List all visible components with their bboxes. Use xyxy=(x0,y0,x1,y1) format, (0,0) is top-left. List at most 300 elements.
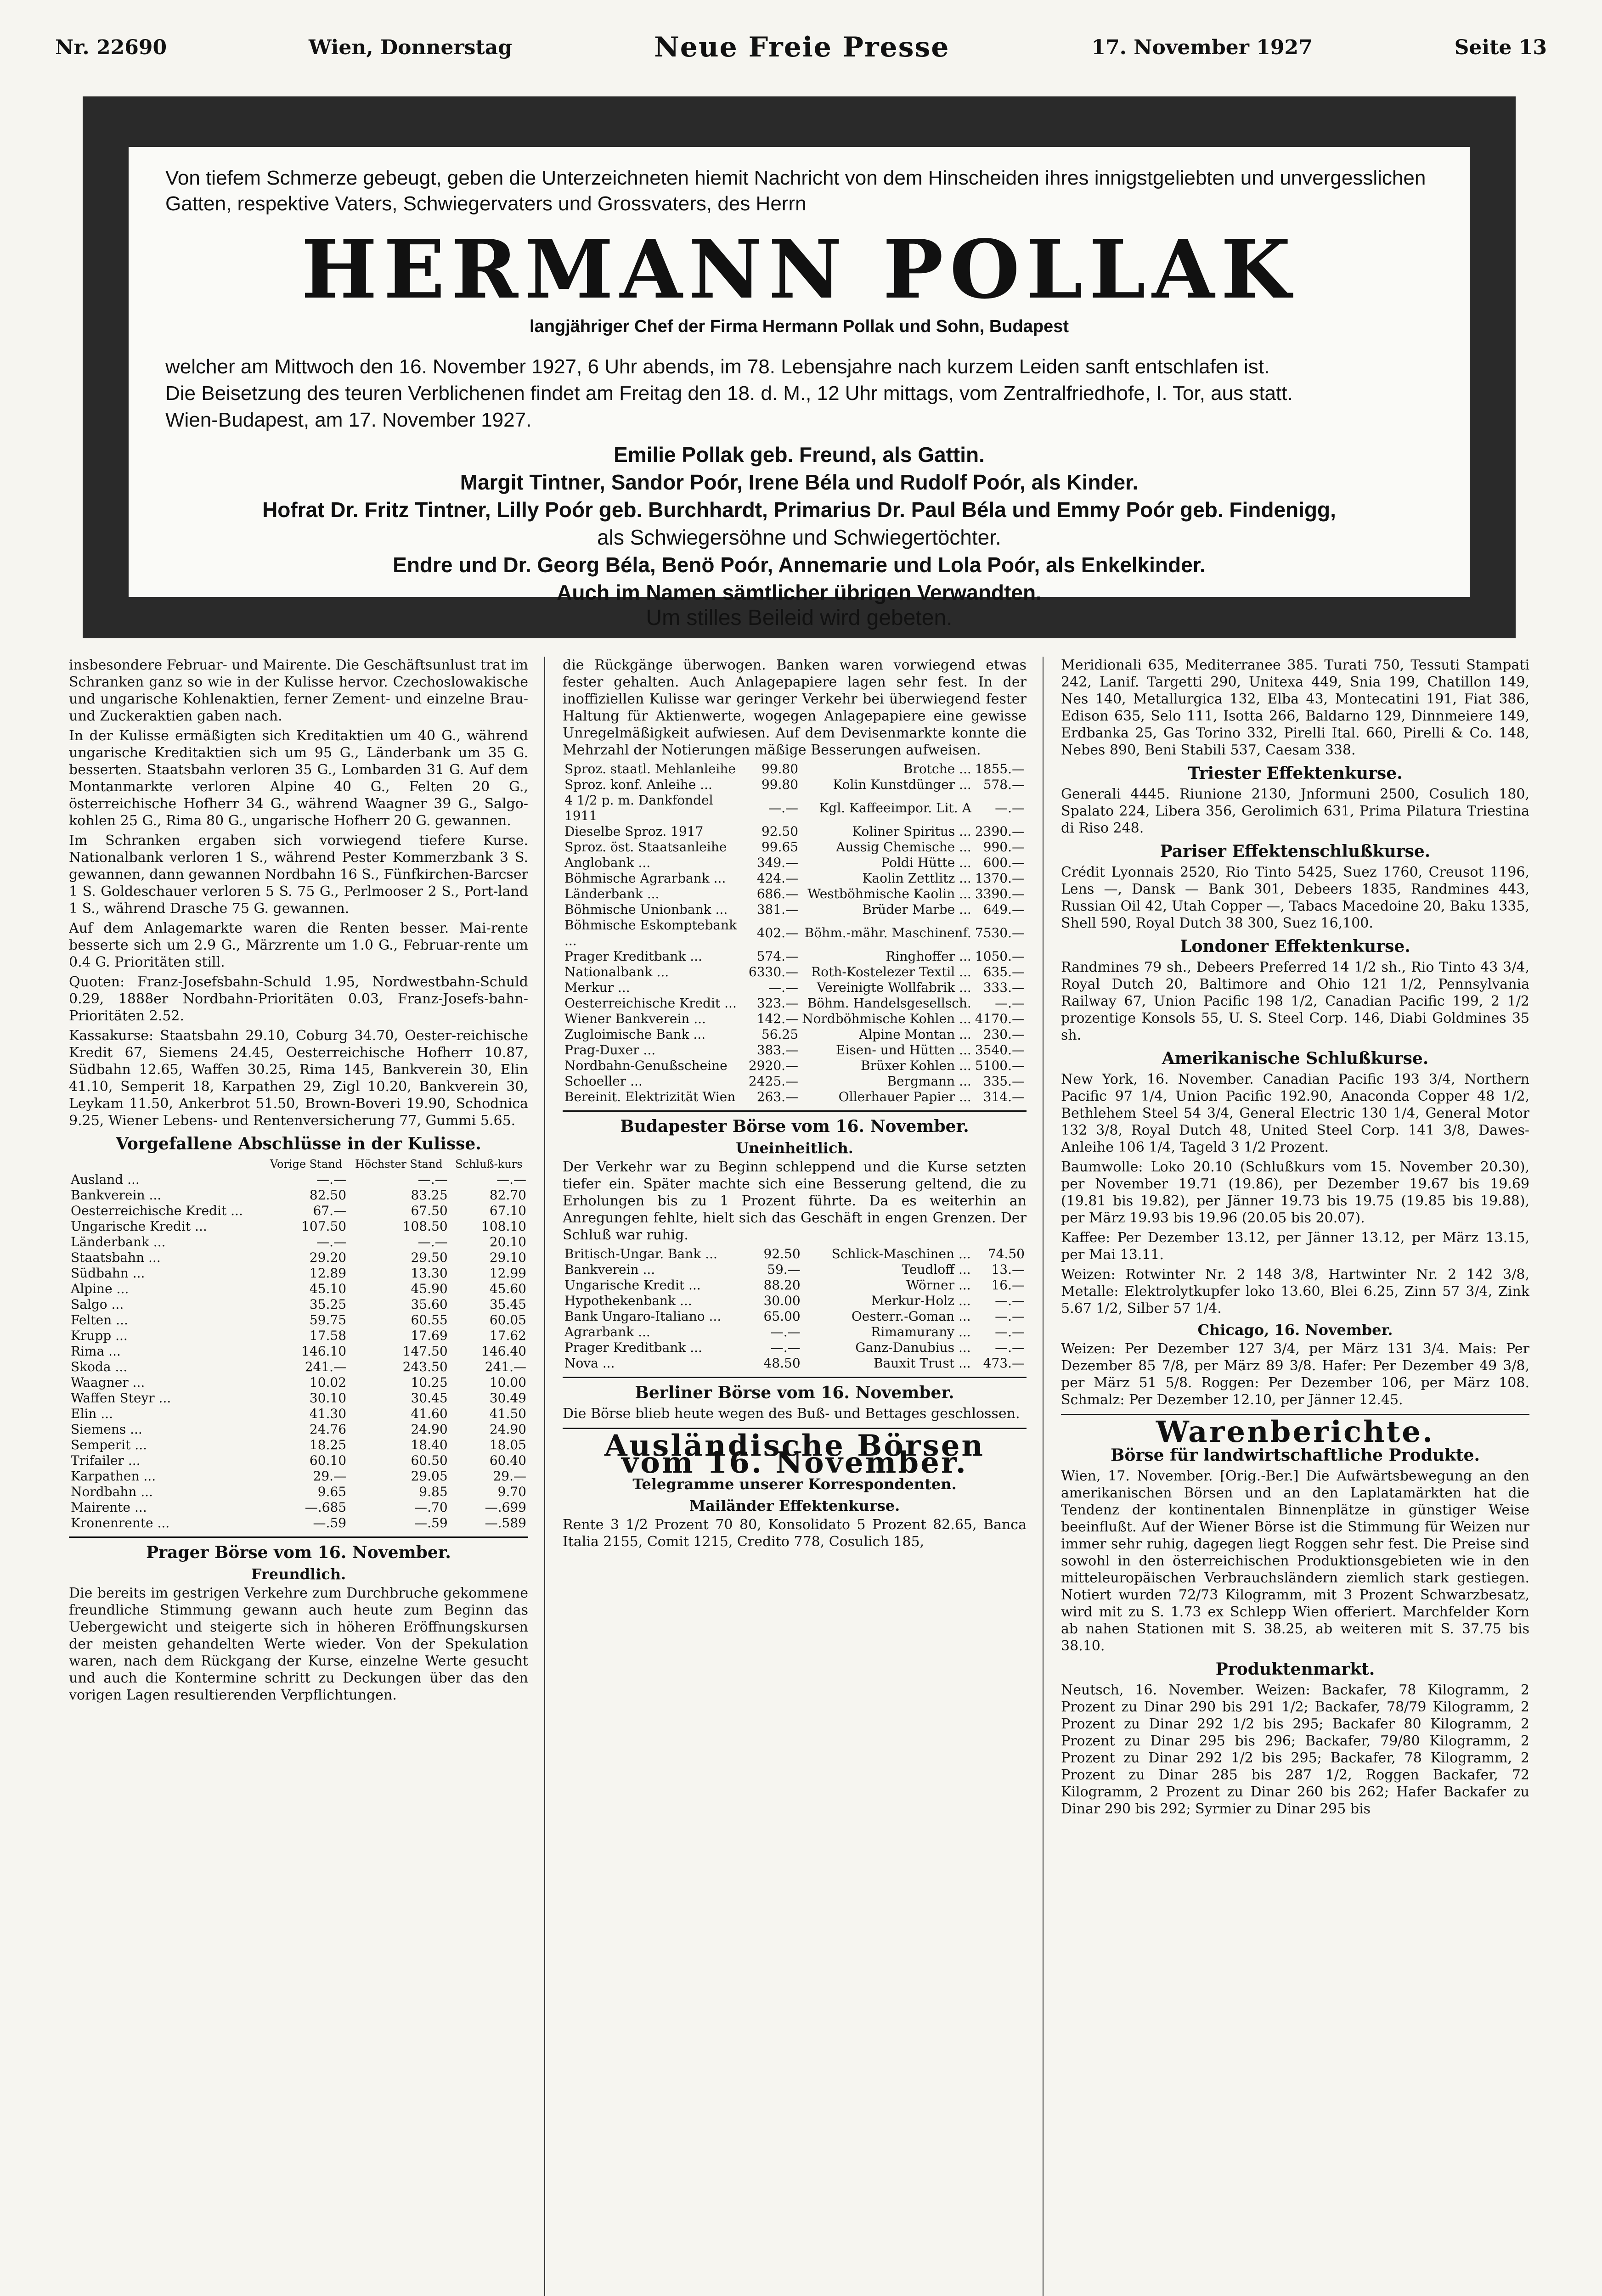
paragraph: Auf dem Anlagemarkte waren die Renten besser. Mai-rente besserte sich um 2.9 G., Märzrente um 1.0 G., Februar-rente um 0.4 G. Prioritäten still. xyxy=(69,920,528,970)
table-cell: 45.10 xyxy=(309,1281,347,1296)
table-cell: 29.50 xyxy=(411,1250,448,1265)
table-cell: Salgo ... xyxy=(71,1297,124,1312)
table-cell: 24.90 xyxy=(411,1422,448,1437)
table-cell: Nova ... xyxy=(564,1356,615,1371)
table-cell: 35.25 xyxy=(309,1297,347,1312)
table-cell: 2920.— xyxy=(748,1058,799,1073)
family-line: als Schwiegersöhne und Schwiegertöchter. xyxy=(597,525,1001,549)
table-row xyxy=(69,1375,528,1390)
obituary-notice xyxy=(83,96,1516,638)
paragraph: Neutsch, 16. November. Weizen: Backafer, 78 Kilogramm, 2 Prozent zu Dinar 290 bis 291 1/2; Backafer, 78/79 Kilogramm, 2 Prozent zu Dinar 292 1/2 bis 295; Backafer 80 Kilogramm, 2 Prozent zu Dinar 295 bis 296; Backafer, 79/80 Kilogramm, 2 Prozent zu Dinar 292 1/2 bis 295; Backafer, 78 Kilogramm, 2 Prozent zu Dinar 285 bis 287 1/2, Roggen Backafer, 72 Kilogramm, 2 Prozent zu Dinar 260 bis 262; Hafer Backafer zu Dinar 290 bis 292; Syrmier zu Dinar 295 bis xyxy=(1061,1682,1529,1817)
quote-table xyxy=(563,1246,1027,1371)
table-row xyxy=(563,964,1027,980)
table-cell: Prager Kreditbank ... xyxy=(564,1340,702,1355)
table-cell: Ringhoffer ... xyxy=(886,949,971,964)
table-cell: 10.02 xyxy=(309,1375,347,1390)
table-cell: 30.49 xyxy=(489,1390,526,1406)
table-cell: Kolin Kunstdünger ... xyxy=(833,777,971,792)
table-cell: Waagner ... xyxy=(71,1375,145,1390)
column-left xyxy=(69,657,528,2296)
table-cell: —.589 xyxy=(485,1515,526,1531)
table-cell: 333.— xyxy=(983,980,1025,995)
table-cell: 45.60 xyxy=(489,1281,526,1296)
table-cell: —.— xyxy=(995,800,1025,816)
table-cell: Ungarische Kredit ... xyxy=(71,1219,207,1234)
table-cell: —.— xyxy=(995,1309,1025,1324)
obituary-body xyxy=(165,354,1433,433)
table-cell: 686.— xyxy=(756,886,799,901)
table-row xyxy=(563,1340,1027,1356)
column-middle xyxy=(563,657,1027,2296)
table-cell: 649.— xyxy=(983,902,1025,917)
table-row xyxy=(563,1293,1027,1309)
section-subheading: Telegramme unserer Korrespondenten. xyxy=(632,1475,957,1493)
table-row xyxy=(563,1011,1027,1027)
table-cell: Britisch-Ungar. Bank ... xyxy=(564,1246,717,1261)
column-divider xyxy=(1043,657,1044,2296)
table-row xyxy=(69,1297,528,1312)
table-cell: Bergmann ... xyxy=(887,1074,971,1089)
table-cell: 147.50 xyxy=(402,1344,448,1359)
table-cell: 92.50 xyxy=(761,824,799,839)
table-row xyxy=(563,949,1027,964)
table-row xyxy=(563,855,1027,871)
table-cell: 17.62 xyxy=(489,1328,526,1343)
table-cell: 9.85 xyxy=(419,1484,448,1499)
table-cell: 29.20 xyxy=(309,1250,347,1265)
table-cell: Wörner ... xyxy=(906,1277,971,1293)
table-cell: Nordböhmische Kohlen ... xyxy=(802,1011,971,1026)
table-cell: Merkur ... xyxy=(564,980,630,995)
divider xyxy=(563,1377,1027,1378)
table-cell: Prag-Duxer ... xyxy=(564,1042,656,1058)
family-line: Emilie Pollak geb. Freund, als Gattin. xyxy=(614,443,985,467)
table-cell: —.— xyxy=(770,1324,801,1339)
section-heading: Londoner Effektenkurse. xyxy=(1180,937,1410,956)
table-cell: 65.00 xyxy=(763,1309,801,1324)
table-cell: Ausland ... xyxy=(71,1172,140,1187)
table-row xyxy=(563,824,1027,839)
table-cell: 574.— xyxy=(756,949,799,964)
section-title: Ausländische Börsen vom 16. November. xyxy=(604,1429,985,1480)
table-row xyxy=(69,1312,528,1328)
column-header: Schluß-kurs xyxy=(455,1158,523,1171)
table-cell: Schlick-Maschinen ... xyxy=(831,1246,971,1261)
table-cell: 578.— xyxy=(983,777,1025,792)
table-header-row xyxy=(69,1156,528,1172)
table-cell: —.70 xyxy=(414,1500,448,1515)
table-cell: Koliner Spiritus ... xyxy=(852,824,971,839)
table-cell: —.— xyxy=(995,996,1025,1011)
section-heading: Vorgefallene Abschlüsse in der Kulisse. xyxy=(116,1134,481,1154)
table-cell: 60.55 xyxy=(411,1312,448,1328)
table-row xyxy=(69,1500,528,1515)
table-cell: —.— xyxy=(417,1172,448,1187)
table-cell: Sproz. öst. Staatsanleihe xyxy=(564,839,727,855)
table-cell: 99.65 xyxy=(761,839,799,855)
table-cell: Agrarbank ... xyxy=(564,1324,650,1339)
issue-date: 17. November 1927 xyxy=(1091,35,1313,59)
table-cell: 10.00 xyxy=(489,1375,526,1390)
table-cell: —.— xyxy=(316,1234,347,1249)
table-cell: —.— xyxy=(995,1340,1025,1355)
table-row xyxy=(69,1484,528,1500)
table-cell: 35.45 xyxy=(489,1297,526,1312)
table-cell: 29.10 xyxy=(489,1250,526,1265)
table-cell: 67.50 xyxy=(411,1203,448,1218)
table-cell: 67.10 xyxy=(489,1203,526,1218)
table-cell: 24.90 xyxy=(489,1422,526,1437)
table-row xyxy=(563,1058,1027,1074)
newspaper-title: Neue Freie Presse xyxy=(654,31,950,63)
divider xyxy=(563,1110,1027,1112)
table-cell: 59.— xyxy=(767,1262,801,1277)
table-cell: 424.— xyxy=(756,871,799,886)
table-row xyxy=(563,980,1027,996)
paragraph: Der Verkehr war zu Beginn schleppend und die Kurse setzten tiefer ein. Später machte sich eine Besserung geltend, die zu Erholungen bis zu 1 Prozent führte. Da es weiterhin an Anregungen fehlte, hielt sich das Geschäft in engen Grenzen. Der Schluß war ruhig. xyxy=(563,1159,1027,1243)
table-cell: 349.— xyxy=(756,855,799,870)
section-subheading: Mailänder Effektenkurse. xyxy=(689,1497,900,1514)
paragraph: Die bereits im gestrigen Verkehre zum Durchbruche gekommene freundliche Stimmung gewann auch heute zum Beginn das Uebergewicht und steigerte sich in höheren Eröffnungskursen der meisten gehandelten Werte wieder. Von der Spekulation waren, nach dem Rückgang der Kurse, einzelne Werte gesucht und auch die Kontermine schritt zu Deckungen über das den vorigen Lagen resultierenden Verpflichtungen. xyxy=(69,1585,528,1703)
table-cell: —.59 xyxy=(414,1515,448,1531)
section-subheading: Chicago, 16. November. xyxy=(1197,1321,1393,1339)
table-row xyxy=(563,1089,1027,1105)
table-cell: Prager Kreditbank ... xyxy=(564,949,702,964)
table-row xyxy=(69,1203,528,1219)
table-row xyxy=(69,1437,528,1453)
table-cell: Wiener Bankverein ... xyxy=(564,1011,706,1026)
deceased-title: langjähriger Chef der Firma Hermann Pollak und Sohn, Budapest xyxy=(530,317,1069,336)
section-heading: Amerikanische Schlußkurse. xyxy=(1162,1049,1429,1068)
table-cell: Alpine Montan ... xyxy=(859,1027,971,1042)
table-cell: 13.— xyxy=(991,1262,1025,1277)
table-cell: Elin ... xyxy=(71,1406,113,1421)
table-cell: 41.60 xyxy=(411,1406,448,1421)
table-cell: Alpine ... xyxy=(71,1281,129,1296)
table-cell: 10.25 xyxy=(411,1375,448,1390)
table-row xyxy=(563,761,1027,777)
table-row xyxy=(563,871,1027,886)
table-cell: Böhmische Eskomptebank ... xyxy=(564,917,737,948)
table-cell: Brüxer Kohlen ... xyxy=(860,1058,971,1073)
table-cell: Zugloimische Bank ... xyxy=(564,1027,706,1042)
table-cell: Kronenrente ... xyxy=(71,1515,170,1531)
table-cell: 1855.— xyxy=(975,761,1025,777)
table-cell: 3390.— xyxy=(975,886,1025,901)
section-heading: Berliner Börse vom 16. November. xyxy=(635,1383,954,1402)
table-cell: 383.— xyxy=(756,1042,799,1058)
table-row xyxy=(69,1422,528,1437)
table-cell: 18.05 xyxy=(489,1437,526,1452)
table-cell: 82.70 xyxy=(489,1187,526,1203)
table-row xyxy=(69,1234,528,1250)
table-cell: —.59 xyxy=(313,1515,347,1531)
divider xyxy=(69,1536,528,1538)
table-cell: Aussig Chemische ... xyxy=(836,839,971,855)
table-cell: 56.25 xyxy=(761,1027,799,1042)
column-header: Vorige Stand xyxy=(270,1158,343,1171)
table-cell: 29.— xyxy=(313,1469,347,1484)
column-header: Höchster Stand xyxy=(355,1158,443,1171)
table-cell: Böhmische Agrarbank ... xyxy=(564,871,726,886)
paragraph: Kassakurse: Staatsbahn 29.10, Coburg 34.70, Oester-reichische Kredit 67, Siemens 24.45, Oesterreichische Hofherr 10.87, Südbahn 12.65, Waffen 30.25, Rima 145, Bankverein 30, Elin 41.10, Semperit 18, Karpathen 29, Zigl 10.20, Bankverein 30, Leykam 11.50, Ankerbrot 51.50, Brown-Boveri 19.90, Schodnica 9.25, Wiener Lebens- und Rentenversicherung 77, Gummi 5.65. xyxy=(69,1028,528,1129)
table-cell: —.699 xyxy=(485,1500,526,1515)
table-cell: Oesterreichische Kredit ... xyxy=(564,996,737,1011)
paragraph: New York, 16. November. Canadian Pacific 193 3/4, Northern Pacific 97 1/4, Union Pacific 192.90, Anaconda Copper 48 1/2, Bethlehem Steel 54 3/4, General Electric 130 1/4, General Motor 132 3/8, Royal Dutch 48, United Steel Corp. 141 3/8, Dawes-Anleihe 106 1/4, Tageld 3 1/2 Prozent. xyxy=(1061,1071,1529,1155)
obituary-line: Die Beisetzung des teuren Verblichenen findet am Freitag den 18. d. M., 12 Uhr mittags, vom Zentralfriedhofe, I. Tor, aus statt. xyxy=(165,382,1293,405)
paragraph: Rente 3 1/2 Prozent 70 80, Konsolidato 5 Prozent 82.65, Banca Italia 2155, Comit 1215, Credito 778, Cosulich 185, xyxy=(563,1517,1027,1550)
table-cell: 4170.— xyxy=(975,1011,1025,1026)
table-row xyxy=(69,1187,528,1203)
table-cell: 29.05 xyxy=(411,1469,448,1484)
paragraph: Die Börse blieb heute wegen des Buß- und Bettages geschlossen. xyxy=(563,1406,1020,1422)
table-cell: 2425.— xyxy=(748,1074,799,1089)
table-row xyxy=(69,1390,528,1406)
table-cell: 99.80 xyxy=(761,761,799,777)
table-cell: 402.— xyxy=(756,925,799,940)
table-cell: 18.40 xyxy=(411,1437,448,1452)
family-line: Hofrat Dr. Fritz Tintner, Lilly Poór geb. Burchhardt, Primarius Dr. Paul Béla und Emmy Poór geb. Findenigg, xyxy=(262,498,1336,522)
table-cell: —.— xyxy=(768,800,799,816)
section-heading: Börse für landwirtschaftliche Produkte. xyxy=(1111,1446,1480,1465)
table-cell: Länderbank ... xyxy=(71,1234,166,1249)
table-row xyxy=(563,793,1027,824)
table-cell: Merkur-Holz ... xyxy=(871,1293,971,1308)
table-cell: Teudloff ... xyxy=(902,1262,971,1277)
table-cell: Brüder Marbe ... xyxy=(862,902,971,917)
table-cell: 41.50 xyxy=(489,1406,526,1421)
table-cell: 241.— xyxy=(485,1359,526,1374)
obituary-line: welcher am Mittwoch den 16. November 1927, 6 Uhr abends, im 78. Lebensjahre nach kurzem Leiden sanft entschlafen ist. xyxy=(165,355,1270,378)
family-line: Auch im Namen sämtlicher übrigen Verwandten. xyxy=(557,580,1042,604)
table-cell: Skoda ... xyxy=(71,1359,128,1374)
masthead-place: Wien, Donnerstag xyxy=(309,35,513,59)
table-cell: 5100.— xyxy=(975,1058,1025,1073)
table-row xyxy=(69,1266,528,1281)
table-cell: Nationalbank ... xyxy=(564,964,669,979)
section-title: Warenberichte. xyxy=(1156,1415,1435,1449)
table-cell: Ganz-Danubius ... xyxy=(855,1340,971,1355)
table-cell: 1370.— xyxy=(975,871,1025,886)
section-heading: Budapester Börse vom 16. November. xyxy=(620,1117,969,1136)
table-row xyxy=(69,1219,528,1234)
table-cell: Böhmische Unionbank ... xyxy=(564,902,728,917)
table-cell: Westböhmische Kaolin ... xyxy=(807,886,971,901)
table-cell: —.— xyxy=(496,1172,526,1187)
table-cell: Brotche ... xyxy=(903,761,971,777)
table-cell: 82.50 xyxy=(309,1187,347,1203)
section-heading: Triester Effektenkurse. xyxy=(1188,764,1403,783)
section-subheading: Freundlich. xyxy=(251,1565,346,1583)
table-cell: Trifailer ... xyxy=(71,1453,141,1468)
table-cell: 263.— xyxy=(756,1089,799,1104)
paragraph: Wien, 17. November. [Orig.-Ber.] Die Aufwärtsbewegung an den amerikanischen Börsen und an den Laplatamärkten hat die Tendenz der kontinentalen Binnenplätze in günstiger Weise beeinflußt. Auf der Wiener Börse ist die Stimmung für Weizen nur immer sehr ruhig, dagegen liegt Roggen sehr fest. Die Preise sind sowohl in den österreichischen Produktionsgebieten wie in den mitteleuropäischen Verbrauchsländern ziemlich stark gestiegen. Notiert wurden 72/73 Kilogramm, mit 3 Prozent Schwarzbesatz, wird mit zu S. 1.73 ex Schlepp Wien offeriert. Marchfelder Korn ab nahen Stationen mit S. 38.25, ab weiteren mit S. 37.75 bis 38.10. xyxy=(1061,1468,1529,1654)
table-cell: 473.— xyxy=(983,1356,1025,1371)
paragraph: Weizen: Per Dezember 127 3/4, per März 131 3/4. Mais: Per Dezember 85 7/8, per März 89 3/8. Hafer: Per Dezember 49 3/8, per März 51 5/8. Roggen: Per Dezember 106, per März 108. Schmalz: Per Dezember 12.10, per Jänner 12.45. xyxy=(1061,1341,1529,1408)
table-cell: 99.80 xyxy=(761,777,799,792)
table-cell: Bauxit Trust ... xyxy=(874,1356,971,1371)
quote-table xyxy=(563,761,1027,1105)
table-cell: Karpathen ... xyxy=(71,1469,156,1484)
table-row xyxy=(563,1277,1027,1293)
table-cell: Ungarische Kredit ... xyxy=(564,1277,701,1293)
table-cell: Vereinigte Wollfabrik ... xyxy=(817,980,971,995)
table-cell: Schoeller ... xyxy=(564,1074,643,1089)
table-cell: 41.30 xyxy=(309,1406,347,1421)
table-row xyxy=(563,839,1027,855)
table-cell: Krupp ... xyxy=(71,1328,128,1343)
table-cell: 6330.— xyxy=(748,964,799,979)
table-cell: Südbahn ... xyxy=(71,1266,145,1281)
table-row xyxy=(563,886,1027,902)
table-row xyxy=(563,777,1027,793)
obituary-intro: Von tiefem Schmerze gebeugt, geben die Unterzeichneten hiemit Nachricht von dem Hinscheiden ihres innigstgeliebten und unvergesslichen Gatten, respektive Vaters, Schwiegervaters und Grossvaters, des Herrn xyxy=(165,167,1426,215)
family-list xyxy=(129,441,1470,606)
table-cell: 20.10 xyxy=(489,1234,526,1249)
table-cell: 60.40 xyxy=(489,1453,526,1468)
table-cell: —.— xyxy=(770,1340,801,1355)
table-cell: Sproz. konf. Anleihe ... xyxy=(564,777,712,792)
table-cell: 17.58 xyxy=(309,1328,347,1343)
table-cell: —.685 xyxy=(305,1500,347,1515)
table-cell: Nordbahn-Genußscheine xyxy=(564,1058,728,1073)
table-cell: 88.20 xyxy=(763,1277,801,1293)
table-cell: —.— xyxy=(768,980,799,995)
table-cell: Sproz. staatl. Mehlanleihe xyxy=(564,761,736,777)
table-cell: 60.05 xyxy=(489,1312,526,1328)
table-cell: Hypothekenbank ... xyxy=(564,1293,692,1308)
table-cell: 4 1/2 p. m. Dankfondel 1911 xyxy=(564,793,713,823)
table-cell: 1050.— xyxy=(975,949,1025,964)
table-cell: —.— xyxy=(995,1293,1025,1308)
table-cell: Roth-Kostelezer Textil ... xyxy=(811,964,971,979)
table-cell: 83.25 xyxy=(411,1187,448,1203)
table-cell: 74.50 xyxy=(987,1246,1025,1261)
table-cell: 335.— xyxy=(983,1074,1025,1089)
table-cell: Felten ... xyxy=(71,1312,128,1328)
table-row xyxy=(563,1324,1027,1340)
masthead xyxy=(55,13,1547,82)
paragraph: Randmines 79 sh., Debeers Preferred 14 1/2 sh., Rio Tinto 43 3/4, Royal Dutch 20, Baltimore and Ohio 121 1/2, Pennsylvania Railway 67, Union Pacific 198 1/2, Canadian Pacific 199, 2 1/2 prozentige Konsols 55, U. S. Steel Corp. 146, Diabi Goldmines 35 sh. xyxy=(1061,959,1529,1043)
table-cell: Bankverein ... xyxy=(564,1262,655,1277)
table-cell: Länderbank ... xyxy=(564,886,660,901)
table-cell: 990.— xyxy=(983,839,1025,855)
table-cell: 108.10 xyxy=(481,1219,526,1234)
section-heading: Pariser Effektenschlußkurse. xyxy=(1160,842,1431,861)
table-cell: Eisen- und Hütten ... xyxy=(836,1042,971,1058)
obituary-inner xyxy=(129,147,1470,630)
table-cell: Böhm. Handelsgesellsch. xyxy=(807,996,971,1011)
table-cell: 9.65 xyxy=(317,1484,347,1499)
table-row xyxy=(563,917,1027,949)
table-cell: 60.50 xyxy=(411,1453,448,1468)
table-cell: 9.70 xyxy=(497,1484,526,1499)
table-cell: 60.10 xyxy=(309,1453,347,1468)
section-subheading: Uneinheitlich. xyxy=(736,1139,853,1157)
table-cell: 13.30 xyxy=(411,1266,448,1281)
table-cell: Bankverein ... xyxy=(71,1187,162,1203)
paragraph: Weizen: Rotwinter Nr. 2 148 3/8, Hartwinter Nr. 2 142 3/8, Metalle: Elektrolytkupfer loko 13.60, Blei 6.25, Zinn 57 3/4, Zink 5.67 1/2, Silber 57 1/4. xyxy=(1061,1266,1529,1317)
table-cell: Rima ... xyxy=(71,1344,121,1359)
table-cell: 67.— xyxy=(313,1203,347,1218)
issue-number: Nr. 22690 xyxy=(55,35,167,59)
paragraph: In der Kulisse ermäßigten sich Kreditaktien um 40 G., während ungarische Kreditaktien sich um 95 G., Länderbank um 35 G. besserten. Staatsbahn verloren 35 G., Lombarden 31 G. Auf dem Montanmarkte verloren Alpine 40 G., Felten 20 G., österreichische Hofherr 34 G., während Waagner 39 G., Salgo-kohlen 25 G., Rima 80 G., ungarische Hofherr 20 G. gewannen. xyxy=(69,728,528,829)
table-cell: 17.69 xyxy=(411,1328,448,1343)
table-cell: 2390.— xyxy=(975,824,1025,839)
table-cell: 24.76 xyxy=(309,1422,347,1437)
table-cell: 12.99 xyxy=(489,1266,526,1281)
table-row xyxy=(69,1344,528,1359)
table-cell: Nordbahn ... xyxy=(71,1484,153,1499)
table-cell: 12.89 xyxy=(309,1266,347,1281)
table-cell: 59.75 xyxy=(309,1312,347,1328)
page-number: Seite 13 xyxy=(1454,35,1547,59)
paragraph: die Rückgänge überwogen. Banken waren vorwiegend etwas fester gehalten. Auch Anlagepapiere lagen sehr fest. In der inoffiziellen Kulisse war geringer Verkehr bei überwiegend fester Haltung für Aktienwerte, wogegen Anlagepapiere eine gewisse Unregelmäßigkeit aufwiesen. Auf dem Devisenmarkte konnte die Mehrzahl der Notierungen mäßige Besserungen aufweisen. xyxy=(563,657,1027,758)
table-row xyxy=(69,1328,528,1344)
table-row xyxy=(69,1406,528,1422)
table-cell: 107.50 xyxy=(301,1219,347,1234)
table-row xyxy=(563,1246,1027,1262)
table-row xyxy=(563,902,1027,917)
table-cell: Mairente ... xyxy=(71,1500,147,1515)
table-cell: Semperit ... xyxy=(71,1437,147,1452)
table-cell: Bereinit. Elektrizität Wien xyxy=(564,1089,736,1104)
table-cell: Oesterreichische Kredit ... xyxy=(71,1203,243,1218)
paragraph: Kaffee: Per Dezember 13.12, per Jänner 13.12, per März 13.15, per Mai 13.11. xyxy=(1061,1230,1529,1263)
table-row xyxy=(563,1309,1027,1324)
table-cell: 323.— xyxy=(756,996,799,1011)
table-row xyxy=(563,1027,1027,1042)
paragraph: Quoten: Franz-Josefsbahn-Schuld 1.95, Nordwestbahn-Schuld 0.29, 1888er Nordbahn-Prioritäten 0.03, Franz-Josefs-bahn-Prioritäten 2.52. xyxy=(69,974,528,1024)
table-cell: 3540.— xyxy=(975,1042,1025,1058)
section-heading: Produktenmarkt. xyxy=(1215,1660,1375,1679)
family-line: Margit Tintner, Sandor Poór, Irene Béla und Rudolf Poór, als Kinder. xyxy=(460,470,1139,494)
table-cell: Waffen Steyr ... xyxy=(71,1390,171,1406)
quote-table xyxy=(69,1156,528,1531)
table-cell: Bank Ungaro-Italiano ... xyxy=(564,1309,722,1324)
table-cell: 381.— xyxy=(756,902,799,917)
table-cell: Böhm.-mähr. Maschinenf. xyxy=(804,925,971,940)
table-cell: 108.50 xyxy=(402,1219,448,1234)
table-cell: 7530.— xyxy=(975,925,1025,940)
table-cell: 48.50 xyxy=(763,1356,801,1371)
table-cell: Kgl. Kaffeeimpor. Lit. A xyxy=(819,800,971,816)
table-row xyxy=(563,1042,1027,1058)
table-cell: —.— xyxy=(417,1234,448,1249)
table-cell: 92.50 xyxy=(763,1246,801,1261)
table-row xyxy=(69,1172,528,1187)
column-divider xyxy=(544,657,545,2296)
table-cell: 241.— xyxy=(305,1359,347,1374)
table-row xyxy=(563,996,1027,1011)
paragraph: Im Schranken ergaben sich vorwiegend tiefere Kurse. Nationalbank verloren 1 S., während Pester Kommerzbank 3 S. gewannen, dann gewannen Nordbahn 16 S., Fünfkirchen-Barcser 1 S. Goldeschauer verloren 5 S. 75 G., Perlmooser 2 S., Port-land 1 S., während Drasche 75 G. gewannen. xyxy=(69,833,528,917)
table-row xyxy=(69,1250,528,1266)
table-cell: 314.— xyxy=(983,1089,1025,1104)
table-cell: 600.— xyxy=(983,855,1025,870)
table-cell: 243.50 xyxy=(402,1359,448,1374)
table-cell: Ollerhauer Papier ... xyxy=(838,1089,971,1104)
table-cell: 146.10 xyxy=(301,1344,347,1359)
table-cell: Anglobank ... xyxy=(564,855,651,870)
table-cell: —.— xyxy=(316,1172,347,1187)
table-cell: 16.— xyxy=(991,1277,1025,1293)
paragraph: Baumwolle: Loko 20.10 (Schlußkurs vom 15. November 20.30), per November 19.71 (19.86), per Dezember 19.67 bis 19.69 (19.81 bis 19.82), per Jänner 19.73 bis 19.75 (19.85 bis 19.88), per März 19.93 bis 19.96 (20.05 bis 20.07). xyxy=(1061,1159,1529,1226)
column-right xyxy=(1061,657,1529,2296)
table-row xyxy=(563,1356,1027,1371)
paragraph: Meridionali 635, Mediterranee 385. Turati 750, Tessuti Stampati 242, Lanif. Targetti 290, Unitexa 449, Snia 199, Chatillon 149, Nes 140, Metallurgica 132, Elba 43, Montecatini 191, Fiat 386, Edison 635, Selo 111, Isotta 266, Baldarno 129, Dinnmeiere 149, Erdbanka 25, Gas Torino 332, Pirelli Ital. 660, Pirelli & Co. 148, Nebes 890, Beni Stabili 537, Caesam 338. xyxy=(1061,657,1529,758)
table-cell: Poldi Hütte ... xyxy=(881,855,971,870)
paragraph: insbesondere Februar- und Mairente. Die Geschäftsunlust trat im Schranken ganz so wie in der Kulisse hervor. Czechoslowakische und ungarische Kohlenaktien, ferner Zement- und einzelne Brau- und Zuckeraktien gaben nach. xyxy=(69,657,528,724)
